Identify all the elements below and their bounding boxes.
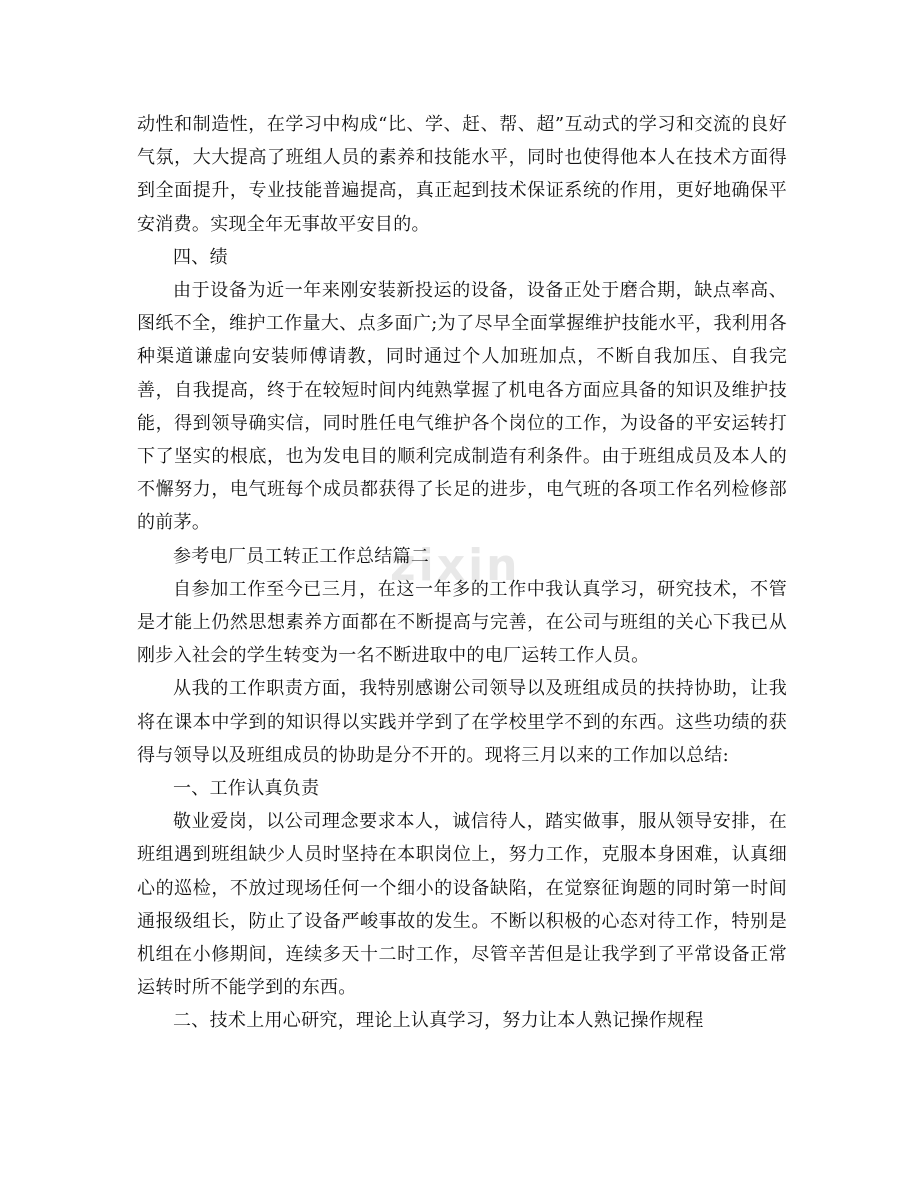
document-body [137, 108, 787, 1038]
paragraph-continuation: 动性和制造性，在学习中构成“比、学、赶、帮、超”互动式的学习和交流的良好气氛，大大提高了班组人员的素养和技能水平，同时也使得他本人在技术方面得到全面提升，专业技能普遍提高，真正起到技术保证系统的作用，更好地确保平安消费。实现全年无事故平安目的。 [137, 114, 787, 235]
paragraph-dedication: 敬业爱岗，以公司理念要求本人，诚信待人，踏实做事，服从领导安排，在班组遇到班组缺少人员时坚持在本职岗位上，努力工作，克服本身困难，认真细心的巡检，不放过现场任何一个细小的设备缺陷，在觉察征询题的同时第一时间通报级组长，防止了设备严峻事故的发生。不断以积极的心态对待工作，特别是机组在小修期间，连续多天十二时工作，尽管辛苦但是让我学到了平常设备正常运转时所不能学到的东西。 [137, 811, 787, 999]
heading-section-one: 一、工作认真负责 [173, 778, 320, 800]
watermark: zixin [390, 540, 521, 591]
heading-part-two: 参考电厂员工转正工作总结篇二 [173, 545, 430, 567]
heading-section-four: 四、绩 [173, 246, 228, 268]
paragraph-duties: 从我的工作职责方面，我特别感谢公司领导以及班组成员的扶持协助，让我将在课本中学到的知识得以实践并学到了在学校里学不到的东西。这些功绩的获得与领导以及班组成员的协助是分不开的。现将三月以来的工作加以总结: [137, 678, 787, 766]
paragraph-performance: 由于设备为近一年来刚安装新投运的设备，设备正处于磨合期，缺点率高、图纸不全，维护工作量大、点多面广;为了尽早全面掌握维护技能水平，我利用各种渠道谦虚向安装师傅请教，同时通过个人加班加点，不断自我加压、自我完善，自我提高，终于在较短时间内纯熟掌握了机电各方面应具备的知识及维护技能，得到领导确实信，同时胜任电气维护各个岗位的工作，为设备的平安运转打下了坚实的根底，也为发电目的顺利完成制造有利条件。由于班组成员及本人的不懈努力，电气班每个成员都获得了长足的进步，电气班的各项工作名列检修部的前茅。 [137, 280, 787, 534]
paragraph-intro: 自参加工作至今已三月，在这一年多的工作中我认真学习，研究技术，不管是才能上仍然思想素养方面都在不断提高与完善，在公司与班组的关心下我已从刚步入社会的学生转变为一名不断进取中的电厂运转工作人员。 [137, 578, 787, 667]
heading-section-two: 二、技术上用心研究，理论上认真学习，努力让本人熟记操作规程 [173, 1010, 704, 1032]
